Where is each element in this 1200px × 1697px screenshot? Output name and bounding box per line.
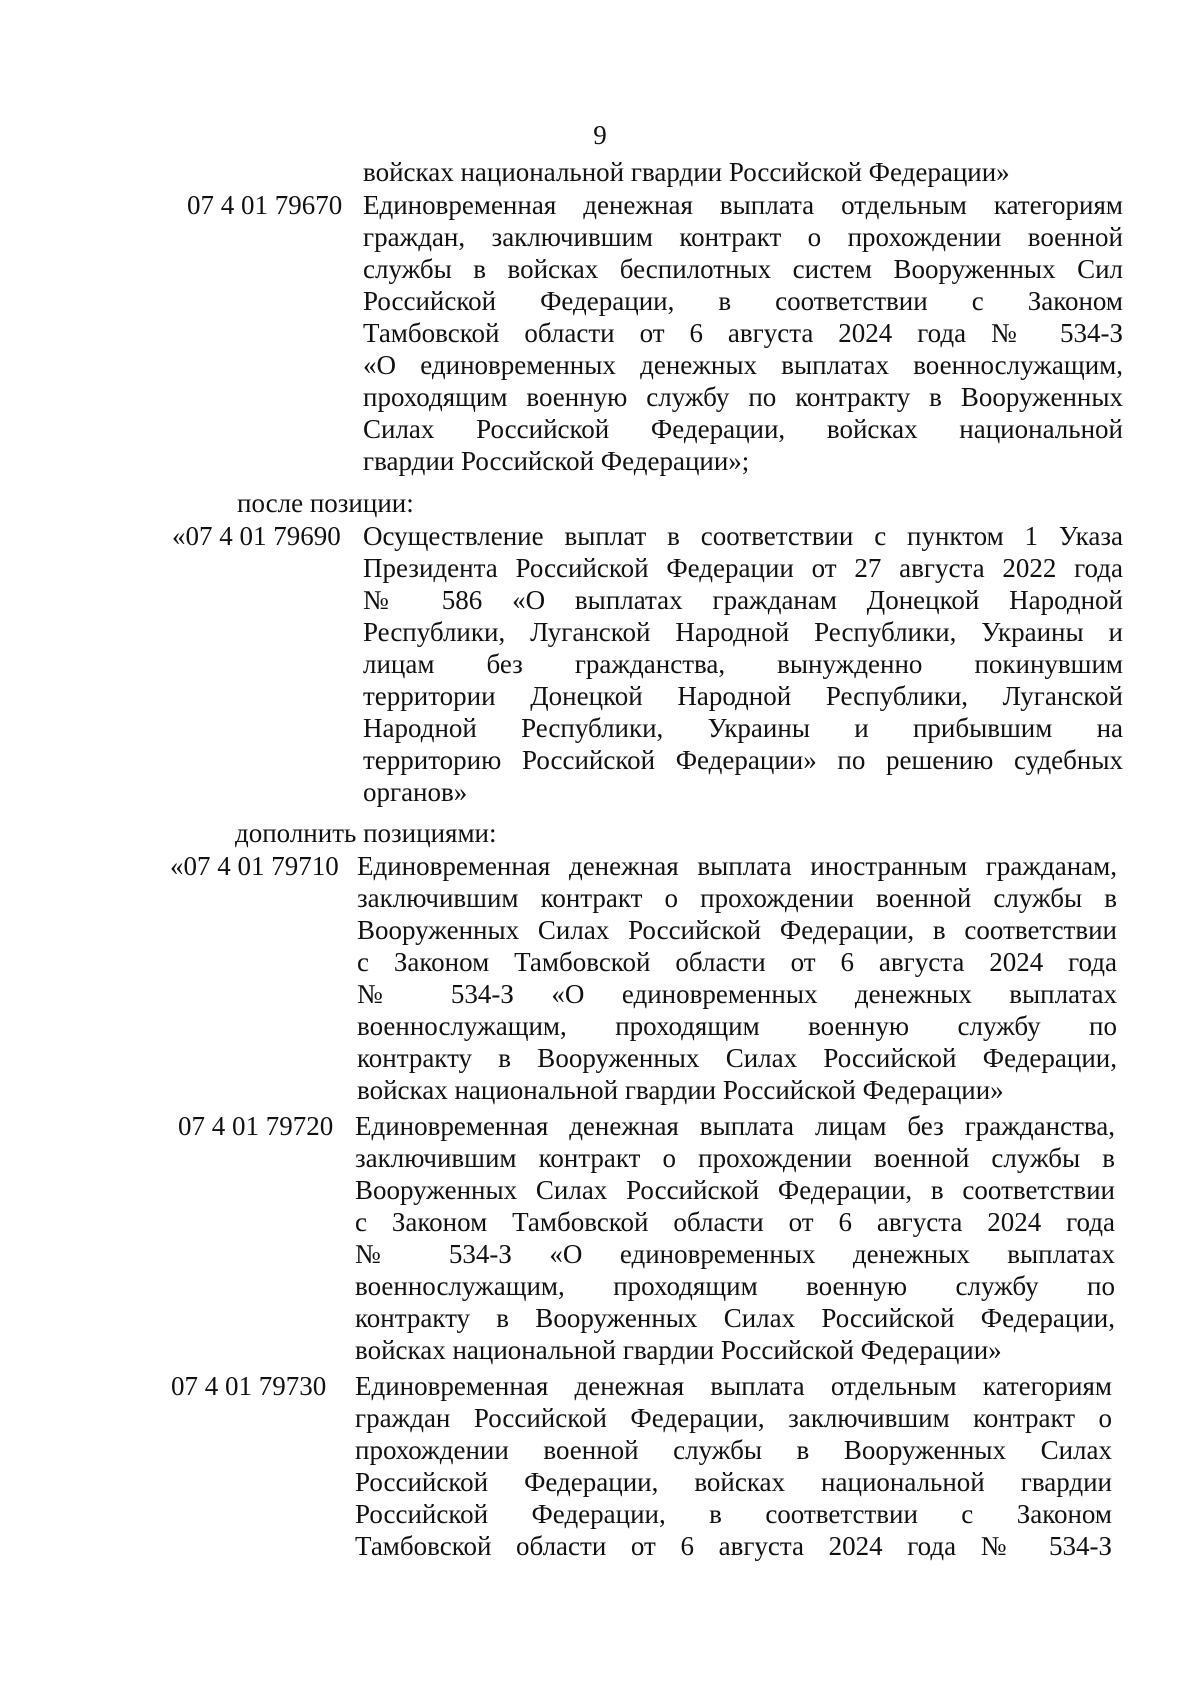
text-line: заключившим контракт о прохождении военной службы в bbox=[357, 883, 1117, 913]
text-line: с Законом Тамбовской области от 6 августа 2024 года bbox=[357, 947, 1117, 977]
entry-79710-text bbox=[357, 850, 1117, 1106]
code-79730: 07 4 01 79730 bbox=[171, 1371, 327, 1401]
text-line: военнослужащим, проходящим военную службу по bbox=[357, 1011, 1117, 1041]
text-line: лицам без гражданства, вынужденно покинувшим bbox=[363, 649, 1123, 679]
text-line: Вооруженных Силах Российской Федерации, в соответствии bbox=[357, 915, 1117, 945]
text-line: органов» bbox=[363, 777, 468, 807]
text-line: Вооруженных Силах Российской Федерации, в соответствии bbox=[355, 1175, 1115, 1205]
text-line: войсках национальной гвардии Российской Федерации» bbox=[355, 1335, 1002, 1365]
text-line: Российской Федерации, войсках национальной гвардии bbox=[355, 1467, 1112, 1497]
code-79710: «07 4 01 79710 bbox=[170, 851, 339, 881]
marker-add-positions: дополнить позициями: bbox=[235, 818, 497, 848]
entry-79730-text bbox=[355, 1370, 1112, 1562]
text-line: заключившим контракт о прохождении военной службы в bbox=[355, 1143, 1115, 1173]
text-line: Силах Российской Федерации, войсках национальной bbox=[363, 414, 1123, 444]
text-line: службы в войсках беспилотных систем Вооруженных Сил bbox=[363, 254, 1123, 284]
entry-79720-text bbox=[355, 1110, 1115, 1366]
text-line: Осуществление выплат в соответствии с пунктом 1 Указа bbox=[363, 521, 1123, 551]
text-line: Единовременная денежная выплата отдельным категориям bbox=[355, 1371, 1112, 1401]
text-line: Единовременная денежная выплата лицам без гражданства, bbox=[355, 1111, 1115, 1141]
text-line: Тамбовской области от 6 августа 2024 года № 534-З bbox=[363, 318, 1123, 348]
text-line: Народной Республики, Украины и прибывшим на bbox=[363, 713, 1123, 743]
text-line: Единовременная денежная выплата отдельным категориям bbox=[363, 190, 1123, 220]
text-line: № 534-З «О единовременных денежных выплатах bbox=[357, 979, 1117, 1009]
text-line: контракту в Вооруженных Силах Российской Федерации, bbox=[357, 1043, 1117, 1073]
text-line: Российской Федерации, в соответствии с Законом bbox=[363, 286, 1123, 316]
text-line: № 586 «О выплатах гражданам Донецкой Народной bbox=[363, 585, 1123, 615]
text-line: Президента Российской Федерации от 27 августа 2022 года bbox=[363, 553, 1123, 583]
text-line: с Законом Тамбовской области от 6 августа 2024 года bbox=[355, 1207, 1115, 1237]
text-line: «О единовременных денежных выплатах военнослужащим, bbox=[363, 350, 1123, 380]
text-line: территорию Российской Федерации» по решению судебных bbox=[363, 745, 1123, 775]
code-79670: 07 4 01 79670 bbox=[187, 190, 343, 220]
text-line: Республики, Луганской Народной Республики, Украины и bbox=[363, 617, 1123, 647]
code-79720: 07 4 01 79720 bbox=[178, 1111, 334, 1141]
text-line: гвардии Российской Федерации»; bbox=[363, 446, 750, 476]
text-line: Единовременная денежная выплата иностранным гражданам, bbox=[357, 851, 1117, 881]
text-line: № 534-З «О единовременных денежных выплатах bbox=[355, 1239, 1115, 1269]
continuation-text bbox=[363, 156, 1123, 188]
text-line: проходящим военную службу по контракту в Вооруженных bbox=[363, 382, 1123, 412]
marker-after-position: после позиции: bbox=[237, 488, 414, 518]
text-line: граждан, заключившим контракт о прохождении военной bbox=[363, 222, 1123, 252]
page-number: 9 bbox=[593, 120, 607, 150]
entry-79670-text bbox=[363, 189, 1123, 477]
text-line: прохождении военной службы в Вооруженных Силах bbox=[355, 1435, 1112, 1465]
text-line: контракту в Вооруженных Силах Российской Федерации, bbox=[355, 1303, 1115, 1333]
text-line: территории Донецкой Народной Республики, Луганской bbox=[363, 681, 1123, 711]
entry-79690-text bbox=[363, 520, 1123, 808]
text-line: войсках национальной гвардии Российской Федерации» bbox=[357, 1075, 1004, 1105]
text-line: Тамбовской области от 6 августа 2024 года № 534-З bbox=[355, 1531, 1112, 1561]
text-line: военнослужащим, проходящим военную службу по bbox=[355, 1271, 1115, 1301]
text-line: войсках национальной гвардии Российской Федерации» bbox=[363, 157, 1010, 187]
code-79690: «07 4 01 79690 bbox=[172, 521, 341, 551]
text-line: Российской Федерации, в соответствии с Законом bbox=[355, 1499, 1112, 1529]
text-line: граждан Российской Федерации, заключившим контракт о bbox=[355, 1403, 1112, 1433]
